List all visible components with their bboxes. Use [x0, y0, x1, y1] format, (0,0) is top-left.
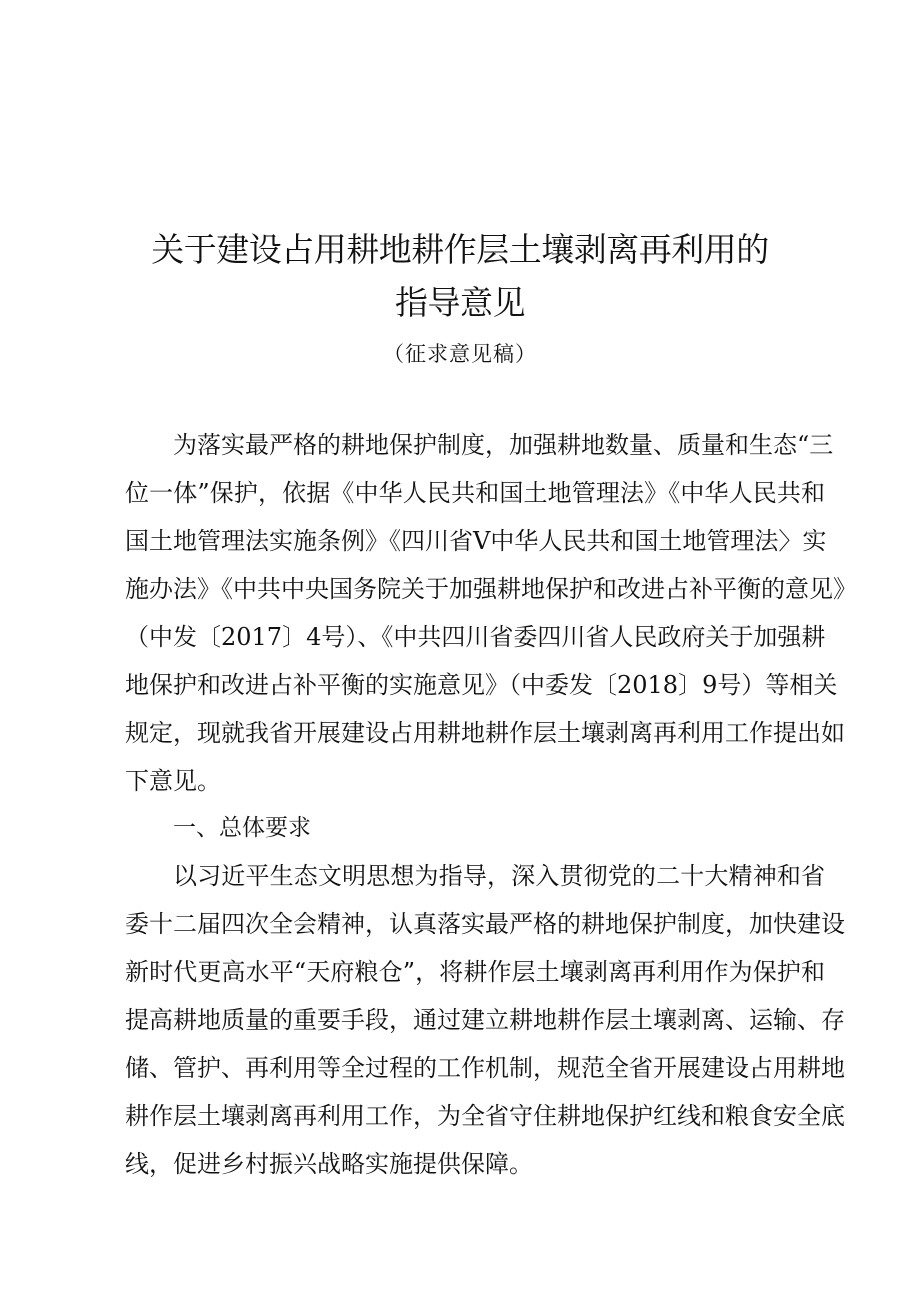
paragraph-2-line: 提高耕地质量的重要手段，通过建立耕地耕作层土壤剥离、运输、存	[125, 1006, 845, 1034]
paragraph-1-line: 施办法》《中共中央国务院关于加强耕地保护和改进占补平衡的意见》	[125, 575, 857, 603]
paragraph-2-line: 新时代更高水平“天府粮仓”，将耕作层土壤剥离再利用作为保护和	[125, 958, 825, 986]
document-title-line-2: 指导意见	[395, 283, 525, 322]
paragraph-1-line: 国土地管理法实施条例》《四川省V中华人民共和国土地管理法〉实	[125, 527, 827, 555]
paragraph-2-line: 耕作层土壤剥离再利用工作，为全省守住耕地保护红线和粮食安全底	[125, 1102, 845, 1130]
paragraph-1-line: 为落实最严格的耕地保护制度，加强耕地数量、质量和生态“三	[173, 431, 834, 459]
paragraph-1-line: （中发〔2017〕4号）、《中共四川省委四川省人民政府关于加强耕	[125, 623, 826, 651]
paragraph-2-line: 储、管护、再利用等全过程的工作机制，规范全省开展建设占用耕地	[125, 1054, 845, 1082]
document-title-line-1: 关于建设占用耕地耕作层土壤剥离再利用的	[151, 230, 769, 269]
paragraph-1-line: 地保护和改进占补平衡的实施意见》（中委发〔2018〕9号）等相关	[125, 671, 838, 699]
paragraph-1-line: 下意见。	[125, 767, 221, 795]
paragraph-1-line: 位一体”保护，依据《中华人民共和国土地管理法》《中华人民共和	[125, 479, 825, 507]
paragraph-2-line: 委十二届四次全会精神，认真落实最严格的耕地保护制度，加快建设	[125, 910, 845, 938]
paragraph-2-line: 以习近平生态文明思想为指导，深入贯彻党的二十大精神和省	[173, 862, 825, 890]
document-subtitle: （征求意见稿）	[383, 342, 537, 366]
paragraph-1-line: 规定，现就我省开展建设占用耕地耕作层土壤剥离再利用工作提出如	[125, 719, 845, 747]
paragraph-2-line: 线，促进乡村振兴战略实施提供保障。	[125, 1150, 533, 1178]
section-heading: 一、总体要求	[173, 815, 311, 841]
